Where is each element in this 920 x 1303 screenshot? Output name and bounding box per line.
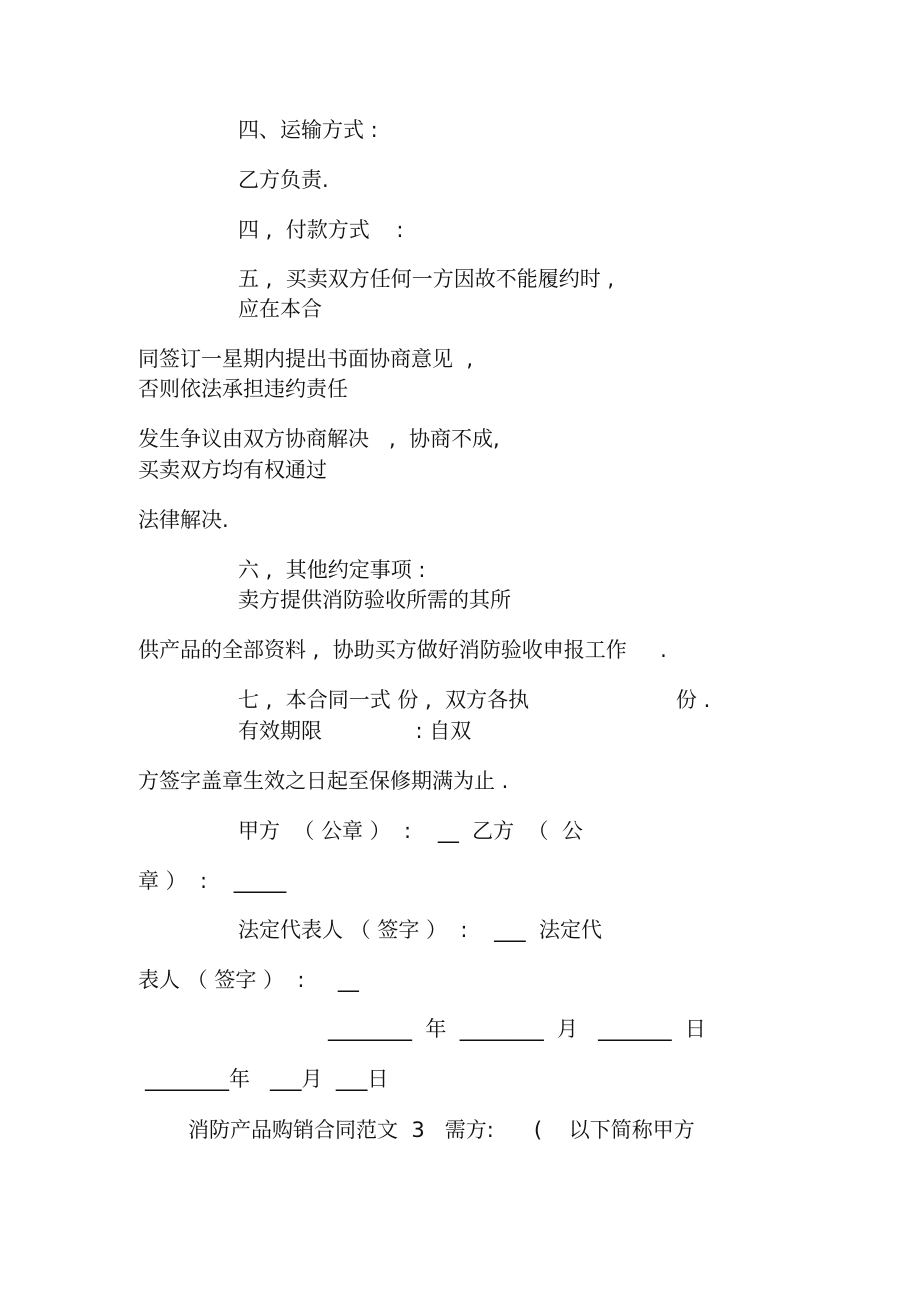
section-copies-heading: 七 , 本合同一式 份 , 双方各执 份 . bbox=[238, 688, 711, 712]
representative-line-1: 法定代表人 （ 签字 ） : ___ 法定代 bbox=[238, 918, 603, 942]
party-seal-line-2: 章 ） : _____ bbox=[138, 869, 287, 893]
breach-text-line-1: 应在本合 bbox=[238, 297, 322, 321]
dispute-text-line-2: 买卖双方均有权通过 bbox=[138, 458, 327, 482]
date-line-party-a: ________ 年 ________ 月 _______ 日 bbox=[328, 1017, 706, 1041]
party-seal-line-1: 甲方 （ 公章 ） : __ 乙方 （ 公 bbox=[238, 819, 583, 843]
section-other-heading: 六 , 其他约定事项 : bbox=[238, 558, 426, 582]
dispute-text-line-3: 法律解决. bbox=[138, 508, 229, 532]
date-line-party-b: ________年 ___月 ___日 bbox=[145, 1067, 389, 1091]
transport-content: 乙方负责. bbox=[238, 168, 329, 192]
representative-line-2: 表人 （ 签字 ） : __ bbox=[138, 968, 359, 992]
breach-text-line-2: 同签订一星期内提出书面协商意见 , bbox=[138, 347, 474, 371]
breach-text-line-3: 否则依法承担违约责任 bbox=[138, 377, 348, 401]
next-contract-title: 消防产品购销合同范文 3 需方: ( 以下简称甲方 bbox=[188, 1118, 695, 1142]
section-breach-heading: 五 , 买卖双方任何一方因故不能履约时 , bbox=[238, 267, 615, 291]
section-transport-heading: 四、运输方式 : bbox=[238, 118, 378, 142]
validity-text-line-1: 有效期限 : 自双 bbox=[238, 719, 472, 743]
dispute-text-line-1: 发生争议由双方协商解决 , 协商不成, bbox=[138, 427, 500, 451]
other-text-line-1: 卖方提供消防验收所需的其所 bbox=[238, 588, 511, 612]
other-text-line-2: 供产品的全部资料 , 协助买方做好消防验收申报工作 . bbox=[138, 638, 667, 662]
section-payment-heading: 四 , 付款方式 : bbox=[238, 218, 404, 242]
validity-text-line-2: 方签字盖章生效之日起至保修期满为止 . bbox=[138, 769, 509, 793]
